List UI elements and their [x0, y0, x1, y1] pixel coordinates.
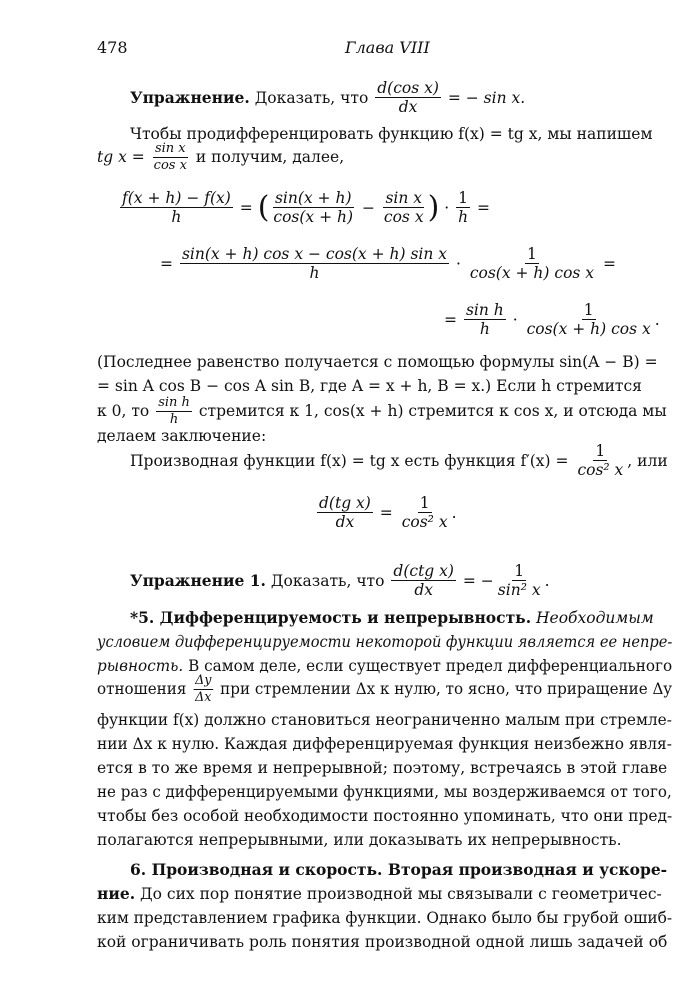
denominator: h [169, 411, 179, 427]
numerator: 1 [595, 442, 606, 460]
fraction [193, 674, 213, 704]
section-6-title: 6. Производная и скорость. Вторая производная и ускоре- [130, 860, 668, 879]
equals-sign: = [477, 198, 491, 217]
equals-sign: = [602, 254, 616, 273]
intro-line-2 [97, 142, 344, 172]
numerator: sin(x + h) [274, 189, 352, 207]
fraction [382, 190, 426, 226]
equals-sign: = [160, 254, 173, 273]
denominator: h [479, 320, 490, 339]
numerator: d(cos x) [377, 79, 439, 97]
intro-line-1: Чтобы продифференцировать функцию f(x) = tg x, мы напишем [130, 125, 653, 143]
exercise-cos [130, 80, 525, 116]
remark-line-2: = sin A cos B − cos A sin B, где A = x + h, B = x.) Если h стремится [97, 377, 642, 395]
section-6-title-end: ние. [97, 884, 136, 903]
section-5-text: при стремлении Δx к нулю, то ясно, что приращение Δy [220, 680, 672, 699]
equation-rhs: = − sin x. [447, 88, 526, 107]
denominator: h [458, 208, 469, 227]
denominator: Δx [195, 689, 212, 705]
statement-tail: , или [627, 451, 668, 470]
equation-3 [444, 302, 660, 338]
denominator: cos² x [401, 513, 448, 532]
denominator: cos(x + h) cos x [526, 320, 651, 339]
exercise-label: Упражнение. [130, 88, 250, 108]
fraction [575, 443, 625, 479]
equation-2 [160, 246, 616, 282]
equals-sign: = [444, 310, 457, 329]
section-6-line-4: кой ограничивать роль понятия производной одной лишь задачей об [97, 933, 668, 951]
theorem-italic: Необходимым [536, 609, 654, 627]
fraction [456, 190, 470, 226]
numerator: sin x [154, 141, 186, 156]
numerator: d(ctg x) [393, 562, 454, 580]
section-5-line-8: не раз с дифференцируемыми функциями, мы воздерживаемся от того, [97, 783, 672, 801]
running-header: Глава VIII [345, 38, 430, 57]
exercise-text: Доказать, что [254, 88, 369, 107]
exercise-ctg [130, 563, 550, 599]
section-5-line-7: ется в то же время и непрерывной; поэтому, встречаясь в этой главе [97, 759, 668, 777]
remark-line-1: (Последнее равенство получается с помощью формулы sin(A − B) = [97, 353, 658, 371]
intro-tail: и получим, далее, [195, 148, 345, 167]
section-6-line-2 [97, 882, 662, 906]
statement-text: Производная функции f(x) = tg x есть функция f′(x) = [130, 451, 569, 470]
equation-1 [118, 190, 490, 226]
section-5-line-9: чтобы без особой необходимости постоянно упоминать, что они пред- [97, 807, 673, 825]
minus-sign: − [361, 198, 375, 217]
denominator: cos² x [577, 461, 624, 480]
remark-post: стремится к 1, cos(x + h) стремится к cos x, и отсюда мы [198, 402, 667, 421]
denominator: cos(x + h) [273, 208, 354, 227]
page-number: 478 [97, 38, 128, 57]
exercise-text: Доказать, что [270, 571, 385, 590]
numerator: 1 [526, 245, 537, 263]
section-5-text: В самом деле, если существует предел дифференциального [188, 657, 673, 675]
numerator: 1 [419, 494, 430, 512]
fraction [271, 190, 355, 226]
derivative-statement [130, 443, 668, 479]
period: . [654, 310, 660, 329]
equation-4 [315, 495, 457, 531]
section-5-line-5: функции f(x) должно становиться неограниченно малым при стремле- [97, 711, 672, 729]
exercise-label: Упражнение 1. [130, 571, 266, 591]
denominator: h [309, 264, 320, 283]
fraction [464, 302, 506, 338]
dot-operator: · [512, 310, 518, 329]
denominator: sin² x [497, 581, 541, 600]
fraction [496, 563, 543, 599]
left-paren: ( [257, 190, 270, 226]
remark-line-4: делаем заключение: [97, 427, 267, 445]
denominator: cos(x + h) cos x [469, 264, 595, 283]
equals-sign: = [379, 503, 393, 522]
numerator: sin h [465, 301, 504, 319]
fraction [120, 190, 233, 226]
numerator: f(x + h) − f(x) [122, 189, 231, 207]
period: . [451, 503, 457, 522]
numerator: 1 [458, 189, 469, 207]
tan-def: tg x = [97, 148, 145, 167]
numerator: Δy [195, 673, 212, 688]
denominator: cos x [153, 157, 187, 173]
right-paren: ) [427, 190, 440, 226]
section-5-line-2: условием дифференцируемости некоторой функции является ее непре- [97, 633, 673, 651]
fraction [317, 495, 373, 531]
denominator: dx [414, 581, 434, 600]
fraction [468, 246, 596, 282]
numerator: sin h [158, 395, 190, 410]
fraction [391, 563, 456, 599]
denominator: dx [335, 513, 355, 532]
section-5-line-6: нии Δx к нулю. Каждая дифференцируемая функция неизбежно явля- [97, 735, 672, 753]
section-5-line-10: полагаются непрерывными, или доказывать их непрерывность. [97, 831, 622, 849]
numerator: sin x [385, 189, 423, 207]
period: . [544, 571, 550, 590]
denominator: dx [398, 98, 418, 117]
section-5-line-1 [130, 606, 654, 630]
remark-pre: к 0, то [97, 402, 150, 421]
section-5-title: *5. Дифференцируемость и непрерывность. [130, 608, 532, 627]
denominator: cos x [383, 208, 424, 227]
dot-operator: · [444, 198, 450, 217]
fraction [156, 396, 192, 426]
equation-rhs: = − [462, 571, 494, 590]
fraction [400, 495, 450, 531]
section-5-text: отношения [97, 680, 187, 699]
fraction [152, 142, 189, 172]
equals-sign: = [239, 198, 253, 217]
fraction [180, 246, 449, 282]
section-5-line-4 [97, 674, 672, 704]
theorem-italic-end: рывность. [97, 657, 184, 675]
fraction [375, 80, 441, 116]
remark-line-3 [97, 396, 667, 426]
numerator: d(tg x) [319, 494, 371, 512]
dot-operator: · [455, 254, 461, 273]
fraction [525, 302, 653, 338]
numerator: 1 [583, 301, 594, 319]
section-6-text: До сих пор понятие производной мы связывали с геометричес- [140, 885, 662, 903]
numerator: 1 [514, 562, 525, 580]
denominator: h [171, 208, 182, 227]
section-6-line-3: ким представлением графика функции. Однако было бы грубой ошиб- [97, 909, 673, 927]
numerator: sin(x + h) cos x − cos(x + h) sin x [181, 245, 448, 263]
